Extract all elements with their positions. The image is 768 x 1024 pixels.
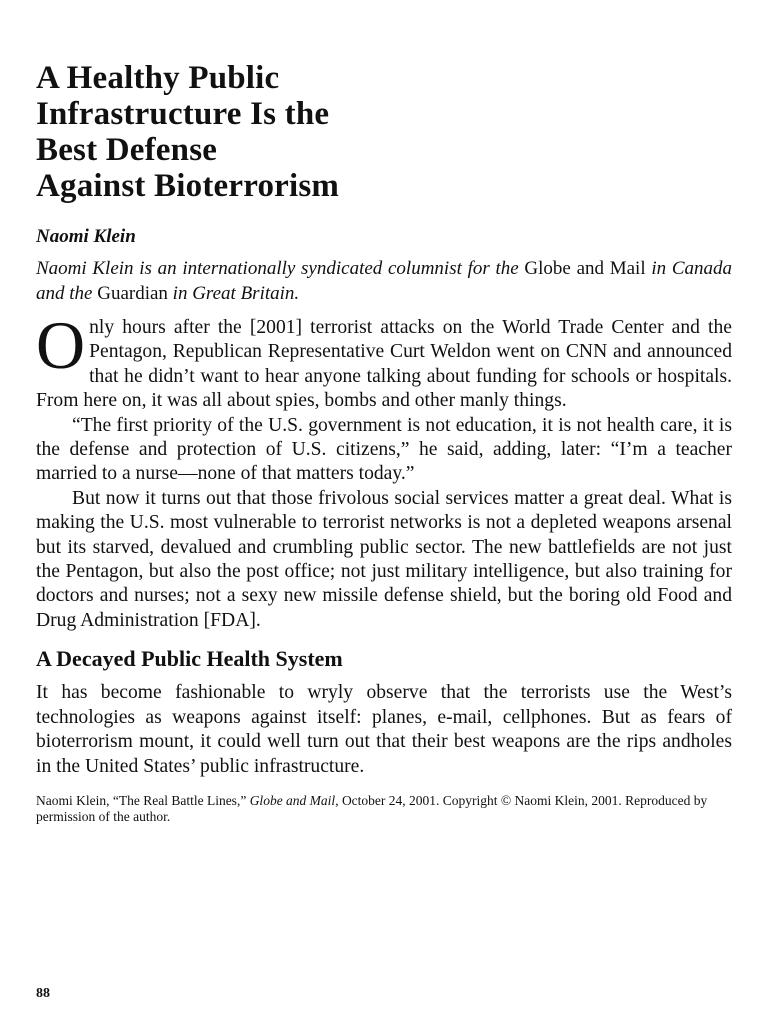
document-page xyxy=(36,60,732,825)
title-line: Best Defense xyxy=(36,132,218,168)
author-name: Naomi Klein xyxy=(36,226,136,247)
drop-cap: O xyxy=(36,307,86,383)
paragraph: “The first priority of the U.S. government is not education, it is not health care, it is the defense and protection of U.S. citizens,” he said, adding, later: “I’m a teacher married to a nurse—none of that matters today.” xyxy=(36,414,732,485)
paragraph: But now it turns out that those frivolous social services matter a great deal. What is making the U.S. most vulnerable to terrorist networks is not a depleted weapons arsenal but its starved, devalued and crumbling public sector. The new battlefields are not just the Pentagon, but also the post office; not just military intelligence, but also training for doctors and nurses; not a sexy new missile defense shield, but the boring old Food and Drug Administration [FDA]. xyxy=(36,487,732,631)
article-body xyxy=(36,307,732,779)
article-title xyxy=(36,60,732,204)
paragraph-text: nly hours after the [2001] terrorist attacks on the World Trade Center and the Pentagon, Republican Representative Curt Weldon went on CNN and announced that he didn’t want to hear anyone talking about funding for schools or hospitals. From here on, it was all about spies, bombs and other manly things. xyxy=(36,317,732,412)
section-heading: A Decayed Public Health System xyxy=(36,646,343,672)
bio-publication: Globe and Mail xyxy=(524,258,646,279)
footnote-source: Globe and Mail xyxy=(249,792,336,808)
title-line: A Healthy Public xyxy=(36,60,280,96)
page-number: 88 xyxy=(36,986,50,1001)
bio-text: in Canada and the xyxy=(36,258,732,304)
footnote-text: , October 24, 2001. Copyright © Naomi Klein, 2001. Reproduced by permission of the author. xyxy=(36,792,708,824)
author-bio xyxy=(36,256,732,306)
bio-text: in Great Britain. xyxy=(167,283,300,304)
title-line: Infrastructure Is the xyxy=(36,96,330,132)
bio-publication: Guardian xyxy=(97,283,168,304)
footnote-text: Naomi Klein, “The Real Battle Lines,” xyxy=(36,792,250,808)
footnote xyxy=(36,793,732,825)
title-line: Against Bioterrorism xyxy=(36,168,340,204)
paragraph: It has become fashionable to wryly observe that the terrorists use the West’s technologies as weapons against itself: planes, e-mail, cellphones. But as fears of bioterrorism mount, it could well turn out that their best weapons are the rips andholes in the United States’ public infrastructure. xyxy=(36,682,732,777)
paragraph xyxy=(36,307,732,414)
bio-text: Naomi Klein is an internationally syndicated columnist for the xyxy=(36,258,519,279)
